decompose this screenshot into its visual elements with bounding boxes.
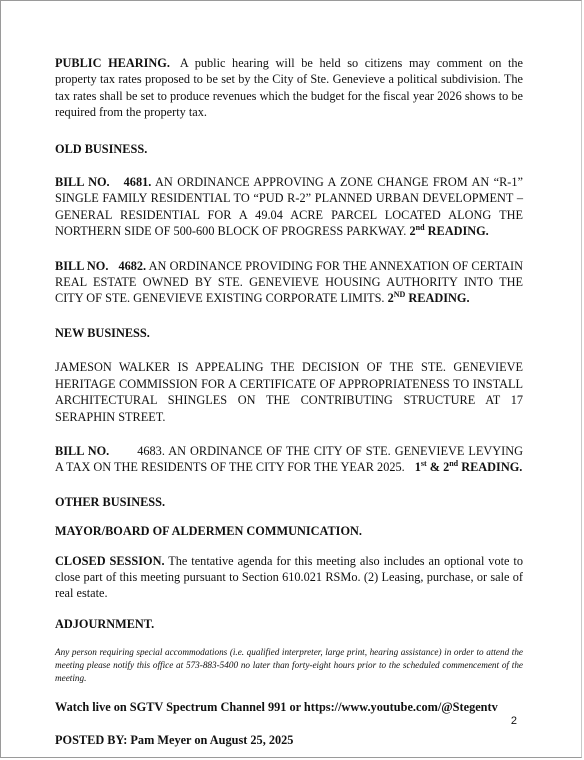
bill-4683-paragraph	[55, 443, 523, 476]
old-business-heading: OLD BUSINESS.	[55, 141, 148, 156]
bill-4682-label: BILL NO.	[55, 258, 109, 273]
bill-4682-reading-word: READING.	[408, 291, 470, 306]
mayor-board-heading: MAYOR/BOARD OF ALDERMEN COMMUNICATION.	[55, 524, 362, 539]
bill-4681-text: AN ORDINANCE APPROVING A ZONE CHANGE FROM AN “R-1” SINGLE FAMILY RESIDENTIAL TO “PUD R-2” PLANNED URBAN DEVELOPMENT – GENERAL RESIDENTIAL FOR A 49.04 ACRE PARCEL LOCATED ALONG THE NORTHERN SIDE OF 500-600 BLOCK OF PROGRESS PARKWAY.	[55, 175, 523, 239]
closed-session-text: The tentative agenda for this meeting also includes an optional vote to close part of this meeting pursuant to Section 610.021 RSMo. (2) Leasing, purchase, or sale of real estate.	[55, 553, 523, 601]
adjournment-heading: ADJOURNMENT.	[55, 616, 155, 631]
bill-4682-reading-num: 2	[387, 291, 394, 306]
page-number: 2	[510, 715, 517, 727]
bill-4681-reading	[409, 224, 488, 238]
bill-4681-reading-word: READING.	[427, 224, 489, 239]
bill-4683-reading-word: READING.	[461, 460, 523, 475]
closed-session-paragraph	[55, 553, 523, 602]
agenda-content	[55, 55, 523, 748]
public-hearing-text: A public hearing will be held so citizens may comment on the property tax rates proposed to be set by the City of Ste. Genevieve a political subdivision. The tax rates shall be set to produce revenues which the budget for the fiscal year 2026 shows to be required from the property tax.	[55, 56, 523, 120]
heritage-appeal-paragraph: JAMESON WALKER IS APPEALING THE DECISION OF THE STE. GENEVIEVE HERITAGE COMMISSION FOR A CERTIFICATE OF APPROPRIATENESS TO INSTALL ARCHITECTURAL SHINGLES ON THE CONTRIBUTING STRUCTURE AT 17 SERAPHIN STREET.	[55, 360, 523, 424]
bill-4683-reading-2-sup: nd	[449, 459, 459, 469]
watch-live-line: Watch live on SGTV Spectrum Channel 991 or https://www.youtube.com/@Stegentv	[55, 700, 498, 715]
bill-4682-number: 4682.	[118, 258, 147, 273]
posted-by-text: Pam Meyer on August 25, 2025	[130, 732, 294, 747]
posted-by-line	[55, 732, 523, 748]
posted-by-label: POSTED BY:	[55, 732, 128, 747]
bill-4681-number: 4681.	[123, 175, 152, 190]
bill-4683-text: AN ORDINANCE OF THE CITY OF STE. GENEVIEVE LEVYING A TAX ON THE RESIDENTS OF THE CITY FOR THE YEAR 2025.	[55, 443, 523, 475]
public-hearing-label: PUBLIC HEARING.	[55, 56, 170, 70]
bill-4682-reading	[388, 291, 470, 305]
bill-4681-reading-num: 2	[409, 224, 416, 239]
bill-4683-reading-amp: &	[429, 460, 440, 475]
bill-4681-label: BILL NO.	[55, 175, 110, 190]
other-business-heading: OTHER BUSINESS.	[55, 494, 166, 509]
bill-4682-paragraph	[55, 258, 523, 307]
bill-4682-text: AN ORDINANCE PROVIDING FOR THE ANNEXATION OF CERTAIN REAL ESTATE OWNED BY STE. GENEVIEVE HOUSING AUTHORITY INTO THE CITY OF STE. GENEVIEVE EXISTING CORPORATE LIMITS.	[55, 258, 523, 306]
bill-4683-reading	[415, 460, 523, 474]
bill-4682-reading-sup: ND	[393, 290, 406, 300]
bill-4683-reading-1: 1	[414, 460, 421, 475]
closed-session-label: CLOSED SESSION.	[55, 553, 165, 568]
bill-4683-reading-2: 2	[443, 460, 450, 475]
new-business-heading: NEW BUSINESS.	[55, 325, 150, 340]
bill-4683-reading-1-sup: st	[420, 459, 427, 469]
bill-4681-reading-sup: nd	[415, 223, 425, 233]
accommodations-notice: Any person requiring special accommodations (i.e. qualified interpreter, large print, hearing assistance) in order to attend the meeting please notify this office at 573-883-5400 no later than forty-eight hours prior to the scheduled commencement of the meeting.	[55, 647, 523, 684]
bill-4683-label: BILL NO.	[55, 443, 110, 458]
bill-4681-paragraph	[55, 174, 523, 240]
public-hearing-paragraph	[55, 55, 523, 121]
bill-4683-number: 4683.	[137, 443, 165, 458]
